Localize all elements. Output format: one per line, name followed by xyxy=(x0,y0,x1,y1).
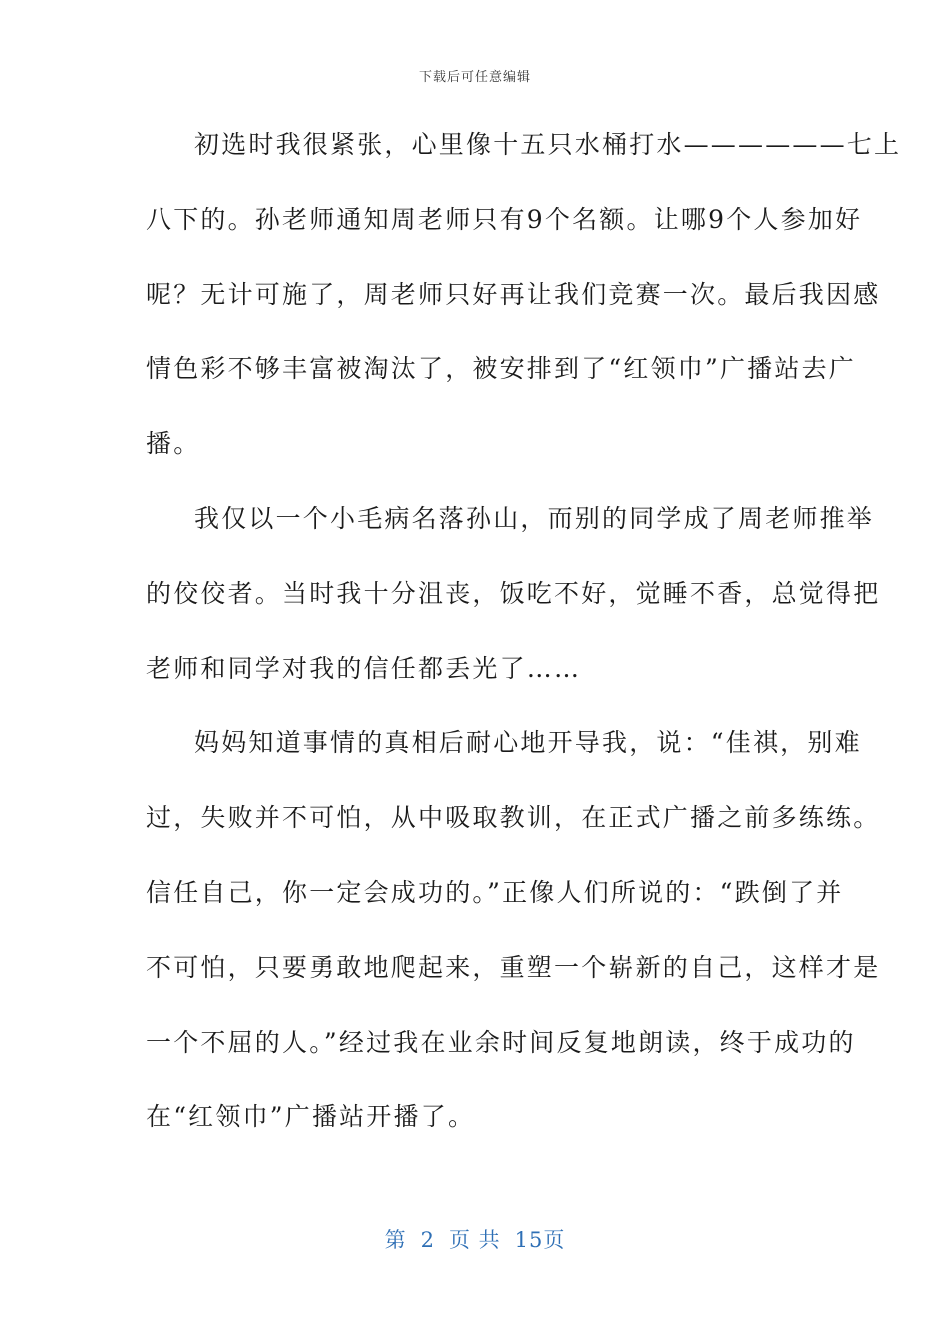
paragraph-1-line-2: 八下的。孙老师通知周老师只有9个名额。让哪9个人参加好 xyxy=(146,204,863,234)
paragraph-3-line-1: 妈妈知道事情的真相后耐心地开导我，说：“佳祺，别难 xyxy=(194,728,862,758)
page-label-middle: 页 共 xyxy=(448,1228,501,1252)
current-page-number: 2 xyxy=(420,1228,435,1252)
page-footer xyxy=(0,1224,950,1254)
paragraph-2-line-3: 老师和同学对我的信任都丢光了…… xyxy=(146,653,582,683)
paragraph-1-line-1: 初选时我很紧张，心里像十五只水桶打水——————七上 xyxy=(194,130,902,159)
paragraph-3-line-6: 在“红领巾”广播站开播了。 xyxy=(146,1102,476,1132)
paragraph-1-line-3: 呢？无计可施了，周老师只好再让我们竞赛一次。最后我因感 xyxy=(146,279,881,309)
page-label-suffix: 页 xyxy=(543,1228,566,1252)
paragraph-3-line-5: 一个不屈的人。”经过我在业余时间反复地朗读，终于成功的 xyxy=(146,1027,856,1057)
header-note: 下载后可任意编辑 xyxy=(418,70,531,85)
paragraph-1-line-4: 情色彩不够丰富被淘汰了，被安排到了“红领巾”广播站去广 xyxy=(146,354,856,384)
paragraph-3-line-3: 信任自己，你一定会成功的。”正像人们所说的：“跌倒了并 xyxy=(146,877,844,907)
paragraph-3-line-4: 不可怕，只要勇敢地爬起来，重塑一个崭新的自己，这样才是 xyxy=(146,952,881,982)
total-pages-number: 15 xyxy=(514,1228,544,1252)
page-label-prefix: 第 xyxy=(384,1228,407,1252)
paragraph-1-line-5: 播。 xyxy=(146,429,201,459)
paragraph-2-line-2: 的佼佼者。当时我十分沮丧，饭吃不好，觉睡不香，总觉得把 xyxy=(146,578,881,608)
document-body xyxy=(146,122,902,1169)
paragraph-2-line-1: 我仅以一个小毛病名落孙山，而别的同学成了周老师推举 xyxy=(194,503,875,533)
paragraph-3-line-2: 过，失败并不可怕，从中吸取教训，在正式广播之前多练练。 xyxy=(146,803,881,833)
